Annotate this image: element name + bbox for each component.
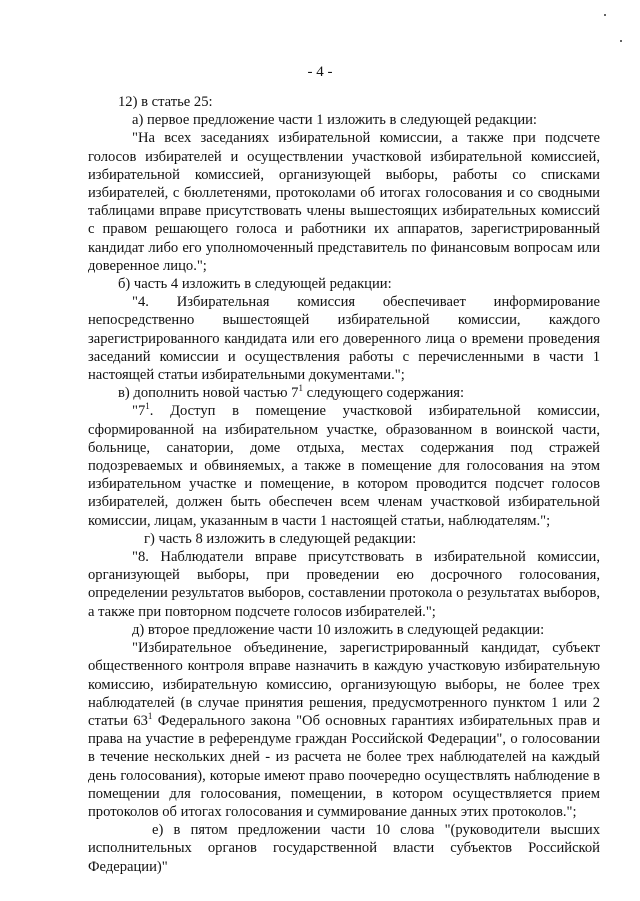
paragraph-subitem-e: е) в пятом предложении части 10 слова "(руководители высших исполнительных органов государственной власти субъектов Российской Федерации)" bbox=[88, 822, 600, 875]
part-7-1-head: "7 bbox=[132, 403, 146, 420]
subitem-v-text: в) дополнить новой частью 7 bbox=[118, 385, 299, 402]
quoted-text-part-10 bbox=[88, 639, 600, 821]
page-number: - 4 - bbox=[307, 64, 333, 80]
part-10-tail: Федерального закона "Об основных гарантиях избирательных прав и права на участие в референдуме граждан Российской Федерации", о голосовании в течение нескольких дней - из расчета не более трех наблюдателей на каждый день голосования), которые имеют право поочередно осуществлять наблюдение в помещении для голосования, помещении, в котором осуществляется прием протоколов об итогах голосования и суммирование данных этих протоколов."; bbox=[88, 712, 601, 820]
superscript: 1 bbox=[145, 401, 150, 412]
quoted-text-part-1: "На всех заседаниях избирательной комиссии, а также при подсчете голосов избирателей и осуществлении участковой избирательной комиссией, избирательной комиссией, организующей выборы, работы со списками избирателей, с бюллетенями, протоколами об итогах голосования и со сводными таблицами вправе присутствовать члены вышестоящих избирательных комиссий с правом решающего голоса и работники их аппаратов, зарегистрированный кандидат либо его уполномоченный представитель по финансовым вопросам или доверенное лицо."; bbox=[88, 130, 600, 274]
paragraph-subitem-a: а) первое предложение части 1 изложить в следующей редакции: bbox=[132, 112, 537, 129]
paragraph-subitem-g: г) часть 8 изложить в следующей редакции: bbox=[144, 530, 417, 547]
scan-speck bbox=[620, 40, 622, 42]
document-body bbox=[88, 93, 600, 876]
paragraph-item-12: 12) в статье 25: bbox=[118, 94, 213, 110]
paragraph-subitem-b: б) часть 4 изложить в следующей редакции: bbox=[118, 276, 392, 293]
part-7-1-tail: . Доступ в помещение участковой избирательной комиссии, сформированной на избирательном участке, образованном в воинской части, больнице, санатории, доме отдыха, местах содержания под стражей подозреваемых и обвиняемых, а также в помещение для голосования на этом избирательном участке и помещение, в котором проводится подсчет голосов избирателей, должен быть обеспечен всем членам участковой избирательной комиссии, лицам, указанным в части 1 настоящей статьи, наблюдателям."; bbox=[88, 403, 600, 529]
paragraph-subitem-v bbox=[88, 384, 600, 402]
part-10-head: "Избирательное объединение, зарегистрированный кандидат, субъект общественного контроля вправе назначить в каждую участковую избирательную комиссию, избирательную комиссию, организующую выборы, не более трех наблюдателей (в случае принятия решения, предусмотренного пунктом 1 или 2 статьи 63 bbox=[88, 640, 600, 729]
quoted-text-part-8: "8. Наблюдатели вправе присутствовать в избирательной комиссии, организующей выборы, при проведении ею досрочного голосования, определении результатов выборов, составлении протокола о результатах выборов, а также при повторном подсчете голосов избирателей."; bbox=[88, 549, 600, 620]
superscript: 1 bbox=[298, 383, 303, 394]
quoted-text-part-4: "4. Избирательная комиссия обеспечивает информирование непосредственно вышестоящей избирательной комиссии, каждого зарегистрированного кандидата или его доверенного лица о времени проведения заседаний комиссии и осуществления работы с перечисленными в части 1 настоящей статьи избирательными документами."; bbox=[88, 294, 600, 384]
paragraph-subitem-d: д) второе предложение части 10 изложить в следующей редакции: bbox=[132, 621, 545, 638]
scan-speck bbox=[604, 14, 606, 16]
subitem-v-tail: следующего содержания: bbox=[302, 385, 465, 402]
quoted-text-part-7-1 bbox=[88, 402, 600, 529]
superscript: 1 bbox=[147, 710, 153, 721]
